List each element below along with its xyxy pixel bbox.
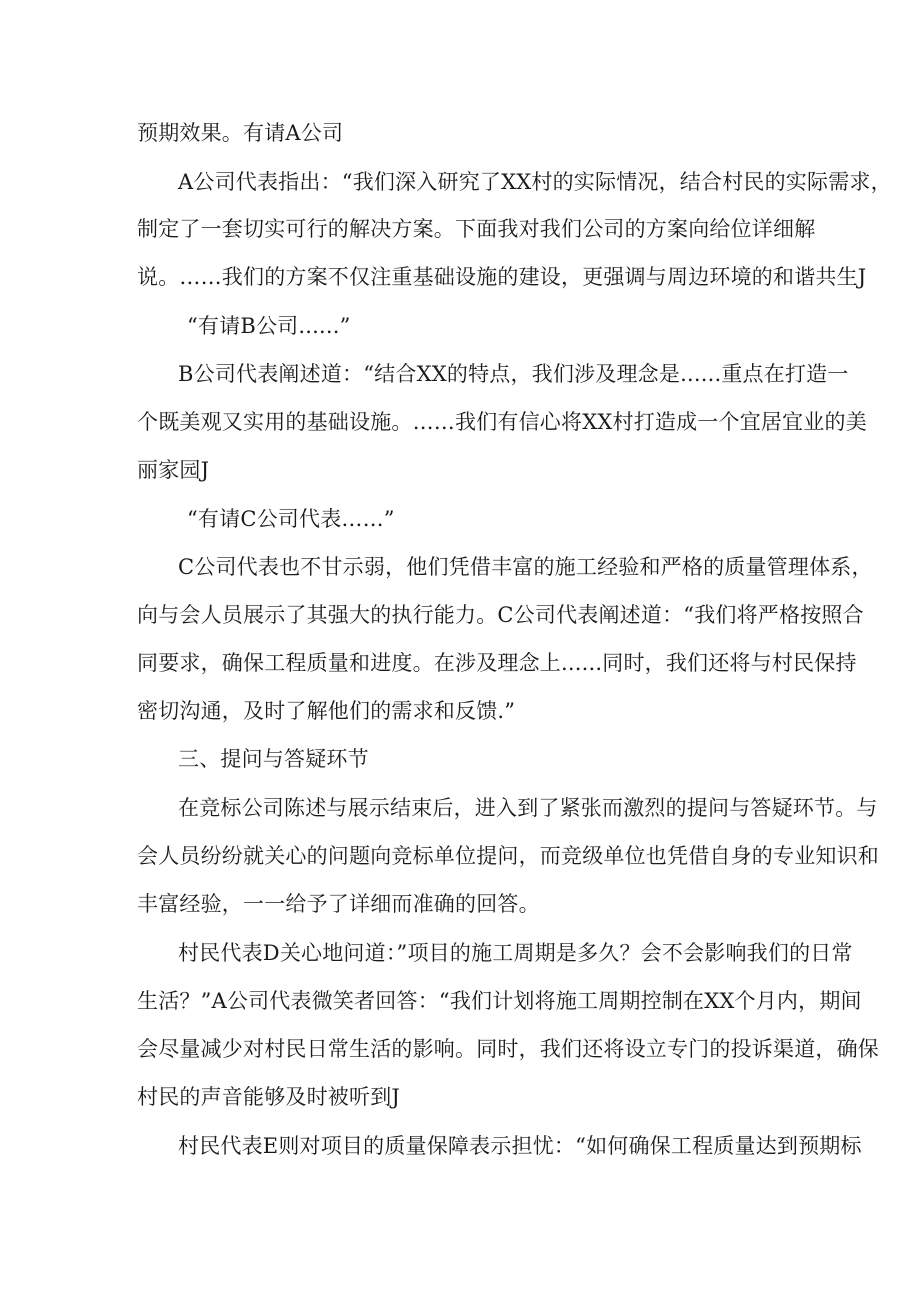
text-line: C公司代表也不甘示弱，他们凭借丰富的施工经验和严格的质量管理体系，	[178, 555, 873, 579]
text-line: 个既美观又实用的基础设施。……我们有信心将XX村打造成一个宜居宜业的美	[137, 410, 867, 434]
text-line: 村民代表D关心地问道：”项目的施工周期是多久？会不会影响我们的日常	[178, 941, 853, 965]
text-line: 生活？”A公司代表微笑者回答：“我们计划将施工周期控制在XX个月内，期间	[137, 989, 862, 1013]
text-line: B公司代表阐述道：“结合XX的特点，我们涉及理念是......重点在打造一	[178, 362, 849, 386]
text-line: 密切沟通，及时了解他们的需求和反馈.”	[137, 699, 516, 723]
text-line: A公司代表指出：“我们深入研究了XX村的实际情况，结合村民的实际需求，	[178, 170, 892, 194]
text-line: “有请B公司......”	[187, 314, 351, 338]
text-line: 丰富经验，一一给予了详细而准确的回答。	[137, 892, 540, 916]
text-line: 会人员纷纷就关心的问题向竞标单位提问，而竞级单位也凭借自身的专业知识和	[137, 844, 879, 868]
text-line: 在竞标公司陈述与展示结束后，进入到了紧张而激烈的提问与答疑环节。与	[178, 796, 878, 820]
text-line: 会尽量减少对村民日常生活的影响。同时，我们还将设立专门的投诉渠道，确保	[137, 1037, 879, 1061]
text-line: 说。……我们的方案不仅注重基础设施的建设，更强调与周边环境的和谐共生J	[137, 265, 867, 289]
text-line: 丽家园J	[137, 458, 210, 482]
text-line: 村民的声音能够及时被听到J	[137, 1085, 401, 1109]
text-line: “有请C公司代表……”	[187, 507, 395, 531]
text-line: 同要求，确保工程质量和进度。在涉及理念上......同时，我们还将与村民保持	[137, 651, 857, 675]
text-line: 预期效果。有请A公司	[137, 121, 344, 145]
text-line: 村民代表E则对项目的质量保障表示担忧：“如何确保工程质量达到预期标	[178, 1134, 862, 1158]
section-heading: 三、提问与答疑环节	[178, 747, 369, 771]
text-line: 制定了一套切实可行的解决方案。下面我对我们公司的方案向给位详细解	[137, 217, 816, 241]
text-line: 向与会人员展示了其强大的执行能力。C公司代表阐述道：“我们将严格按照合	[137, 603, 864, 627]
